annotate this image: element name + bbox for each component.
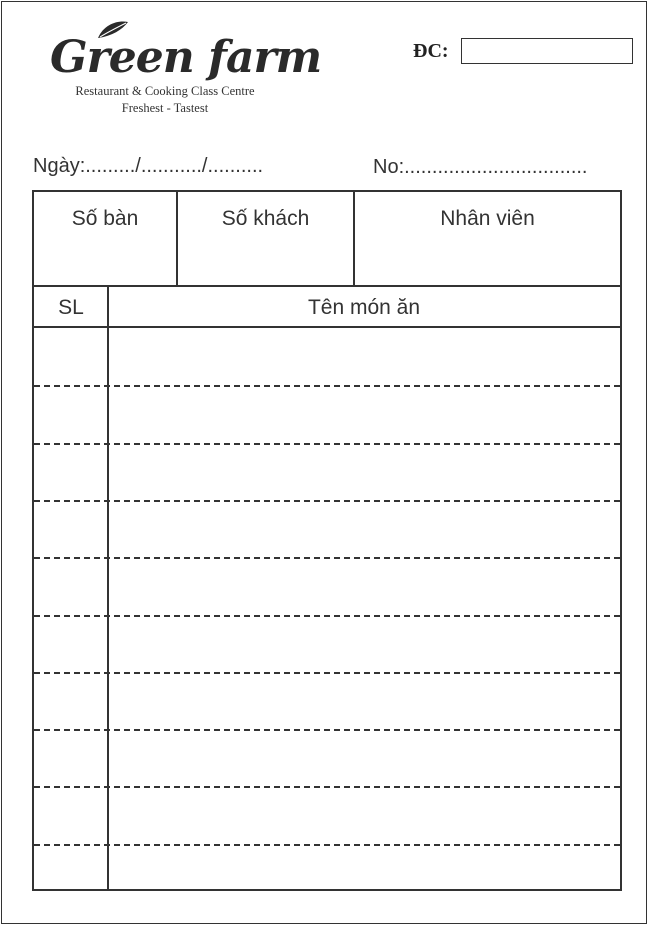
- item-row[interactable]: [34, 500, 620, 557]
- item-row[interactable]: [34, 672, 620, 729]
- guest-count-cell[interactable]: [178, 192, 355, 285]
- date-field[interactable]: Ngày:........./.........../..........: [33, 155, 264, 177]
- item-row[interactable]: [34, 844, 620, 901]
- address-label: ĐC:: [413, 40, 449, 62]
- items-rows: [34, 328, 620, 889]
- logo-subtitle: Restaurant & Cooking Class Centre: [75, 84, 255, 98]
- order-items-table: [32, 287, 622, 891]
- item-row[interactable]: [34, 328, 620, 385]
- item-row[interactable]: [34, 786, 620, 843]
- logo-title: Green farm: [50, 32, 322, 83]
- brand-logo: [46, 24, 322, 119]
- item-row[interactable]: [34, 385, 620, 442]
- quantity-header: SL: [58, 296, 84, 319]
- address-field[interactable]: [461, 38, 633, 64]
- staff-cell[interactable]: [355, 192, 620, 285]
- dish-name-header: Tên món ăn: [307, 296, 421, 319]
- table-number-cell[interactable]: [34, 192, 178, 285]
- order-number-field[interactable]: No:.................................: [373, 156, 588, 178]
- item-row[interactable]: [34, 557, 620, 614]
- logo-tagline: Freshest - Tastest: [121, 101, 209, 115]
- staff-label: Nhân viên: [440, 207, 535, 230]
- guest-count-label: Số khách: [221, 207, 310, 230]
- item-row[interactable]: [34, 729, 620, 786]
- item-row[interactable]: [34, 615, 620, 672]
- item-row[interactable]: [34, 443, 620, 500]
- table-number-label: Số bàn: [71, 207, 139, 230]
- items-table-header: [34, 287, 620, 328]
- order-info-table: [32, 190, 622, 287]
- order-form-page: [1, 1, 647, 924]
